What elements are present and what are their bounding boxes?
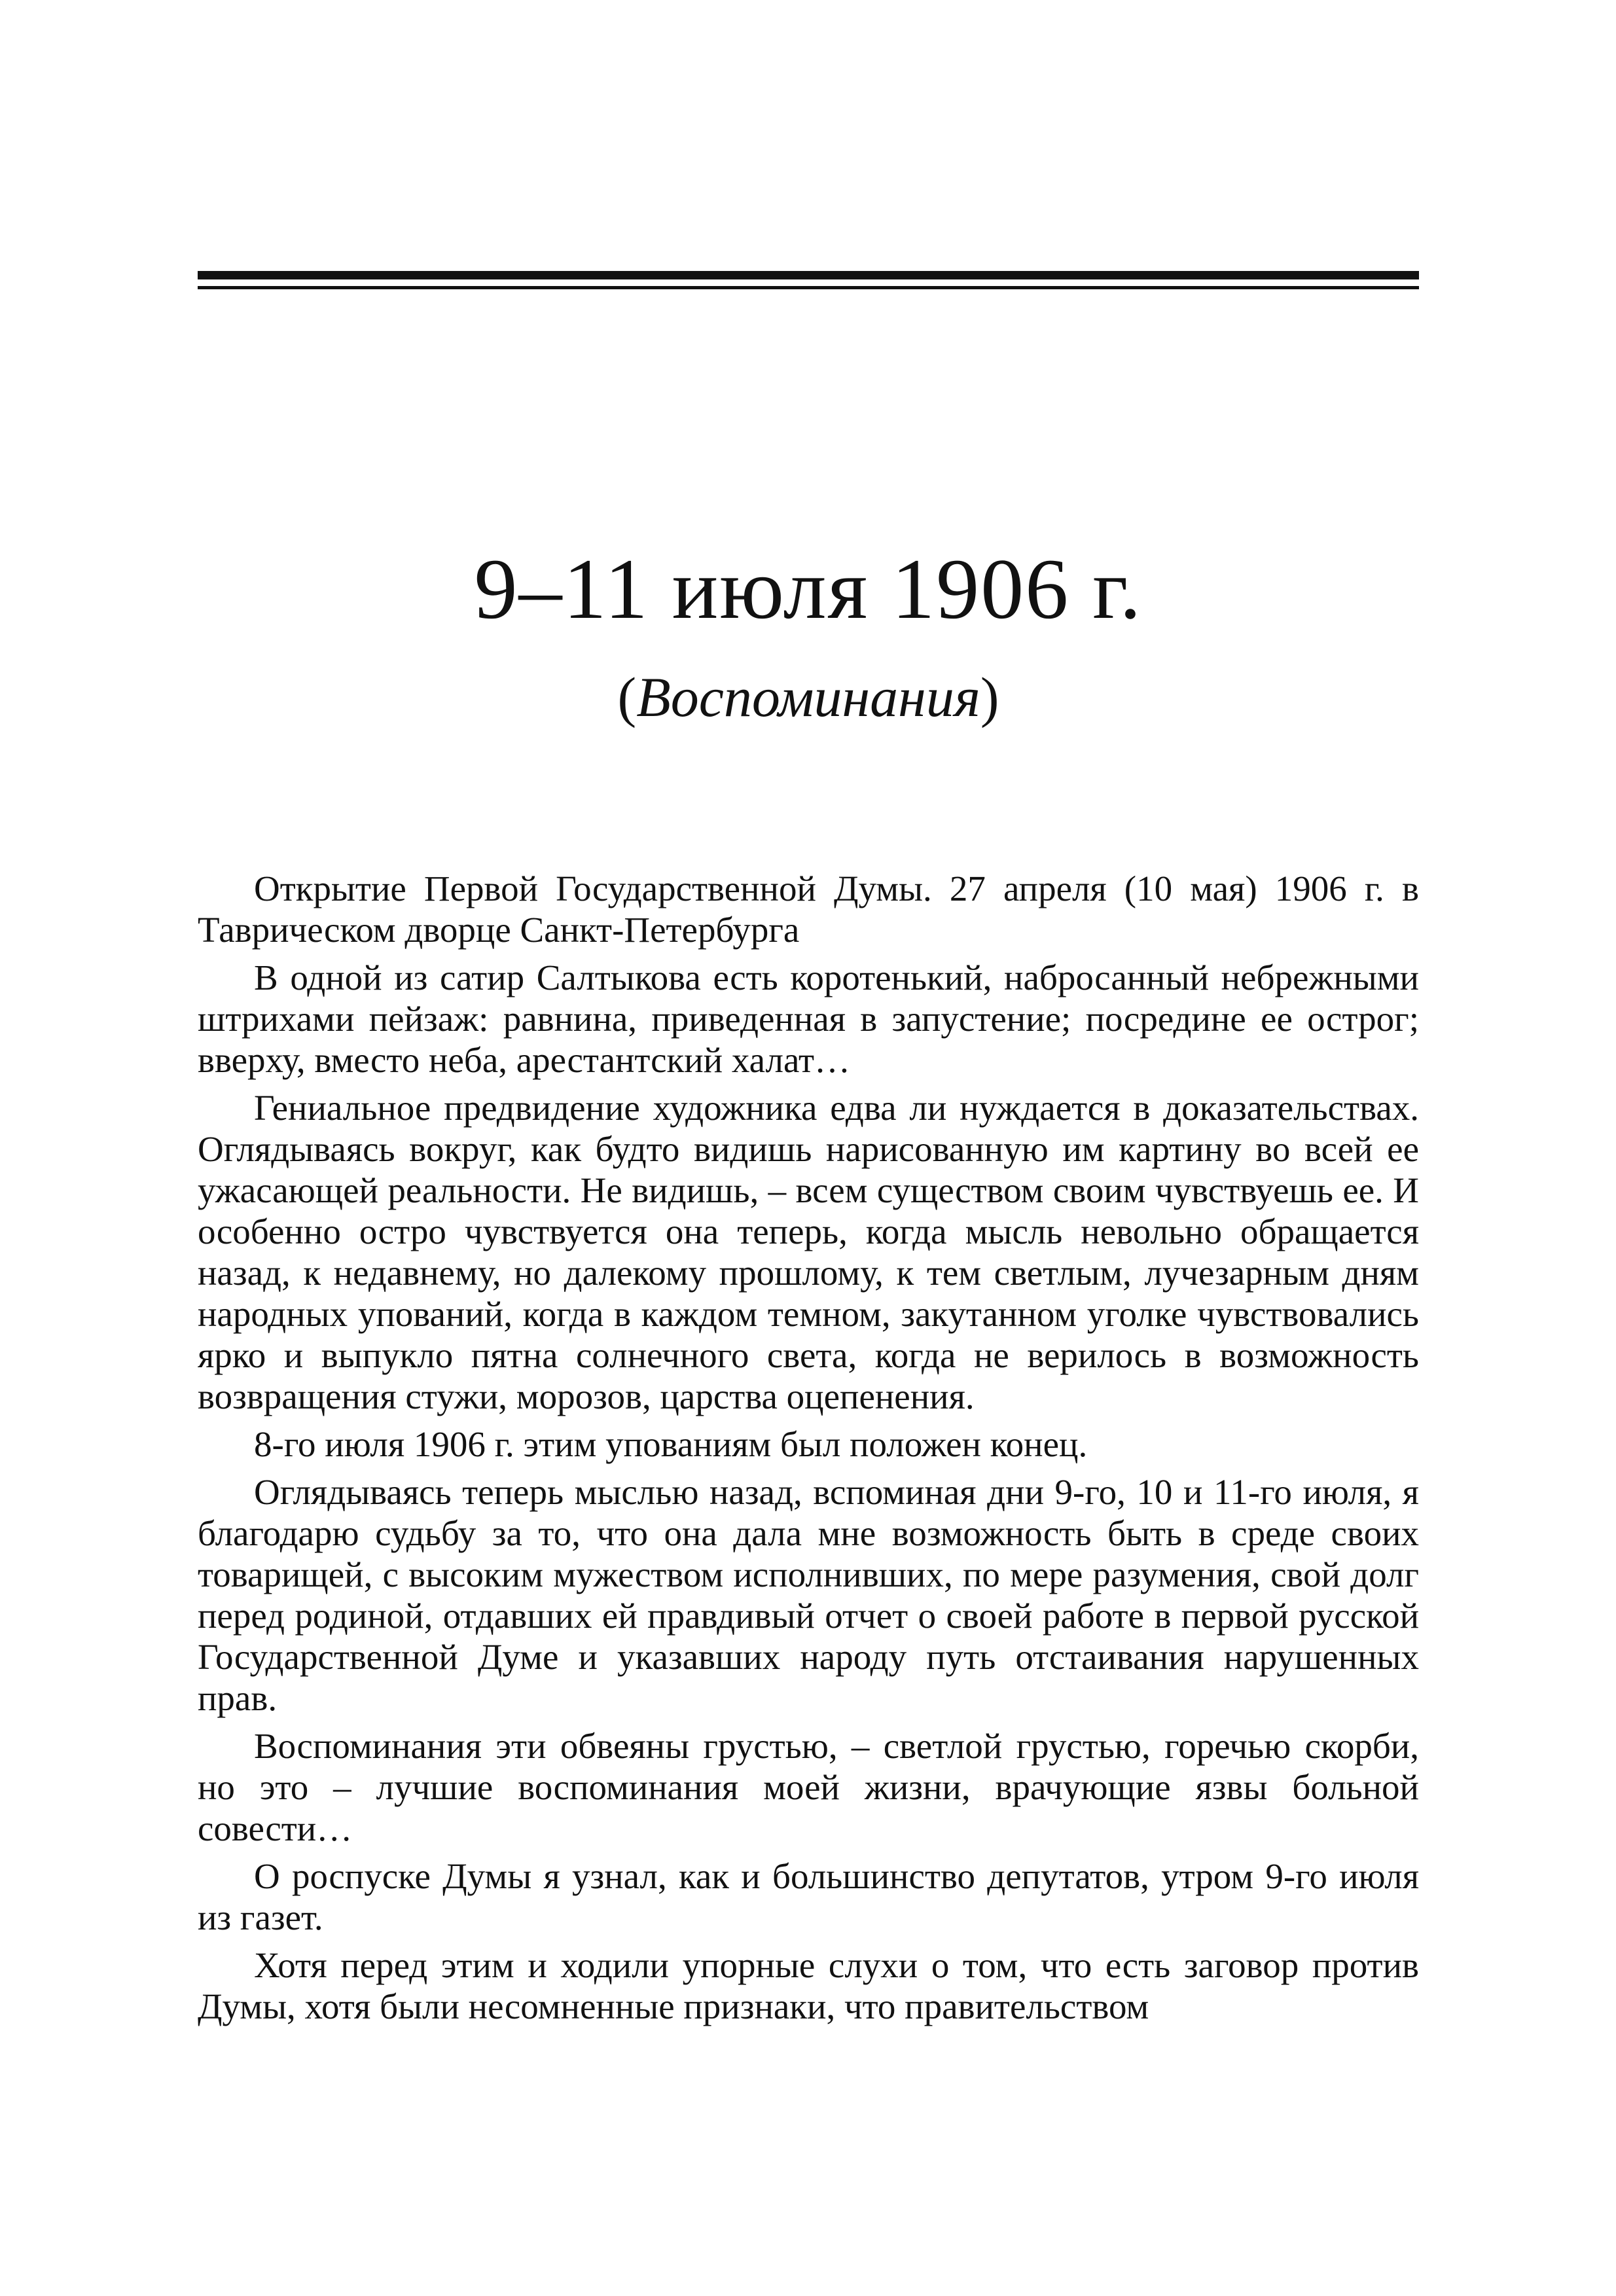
paragraph-caption: Открытие Первой Государственной Думы. 27 апреля (10 мая) 1906 г. в Таврическом дворце Санкт-Петербурга — [198, 869, 1419, 950]
body-text — [198, 868, 1419, 2034]
paragraph: О роспуске Думы я узнал, как и большинство депутатов, утром 9-го июля из газет. — [198, 1856, 1419, 1937]
chapter-title: 9–11 июля 1906 г. — [474, 541, 1143, 637]
paragraph: Воспоминания эти обвеяны грустью, – светлой грустью, горечью скорби, но это – лучшие воспоминания моей жизни, врачующие язвы больной совести… — [198, 1726, 1419, 1848]
paragraph: В одной из сатир Салтыкова есть коротенький, набросанный небрежными штрихами пейзаж: равнина, приведенная в запустение; посредине ее острог; вверху, вместо неба, арестантский халат… — [198, 958, 1419, 1080]
paragraph: 8-го июля 1906 г. этим упованиям был положен конец. — [254, 1424, 1088, 1464]
header-rule-thin — [198, 286, 1419, 289]
subtitle-open-paren: ( — [617, 666, 637, 728]
subtitle-text: Воспоминания — [636, 666, 980, 728]
paragraph: Оглядываясь теперь мыслью назад, вспоминая дни 9-го, 10 и 11-го июля, я благодарю судьбу за то, что она дала мне возможность быть в среде своих товарищей, с высоким мужеством исполнивших, по мере разумения, свой долг перед родиной, отдавших ей правдивый отчет о своей работе в первой русской Государственной Думе и указавших народу путь отстаивания нарушенных прав. — [198, 1472, 1419, 1718]
subtitle-close-paren: ) — [980, 666, 999, 728]
header-rule-thick — [198, 271, 1419, 279]
paragraph: Хотя перед этим и ходили упорные слухи о том, что есть заговор против Думы, хотя были несомненные признаки, что правительством — [198, 1945, 1419, 2026]
chapter-subtitle — [198, 661, 1419, 733]
paragraph: Гениальное предвидение художника едва ли нуждается в доказательствах. Оглядываясь вокруг, как будто видишь нарисованную им картину во всей ее ужасающей реальности. Не видишь, – всем существом своим чувствуешь ее. И особенно остро чувствуется она теперь, когда мысль невольно обращается назад, к недавнему, но далекому прошлому, к тем светлым, лучезарным дням народных упований, когда в каждом темном, закутанном уголке чувствовались ярко и выпукло пятна солнечного света, когда не верилось в возможность возвращения стужи, морозов, царства оцепенения. — [198, 1088, 1419, 1416]
